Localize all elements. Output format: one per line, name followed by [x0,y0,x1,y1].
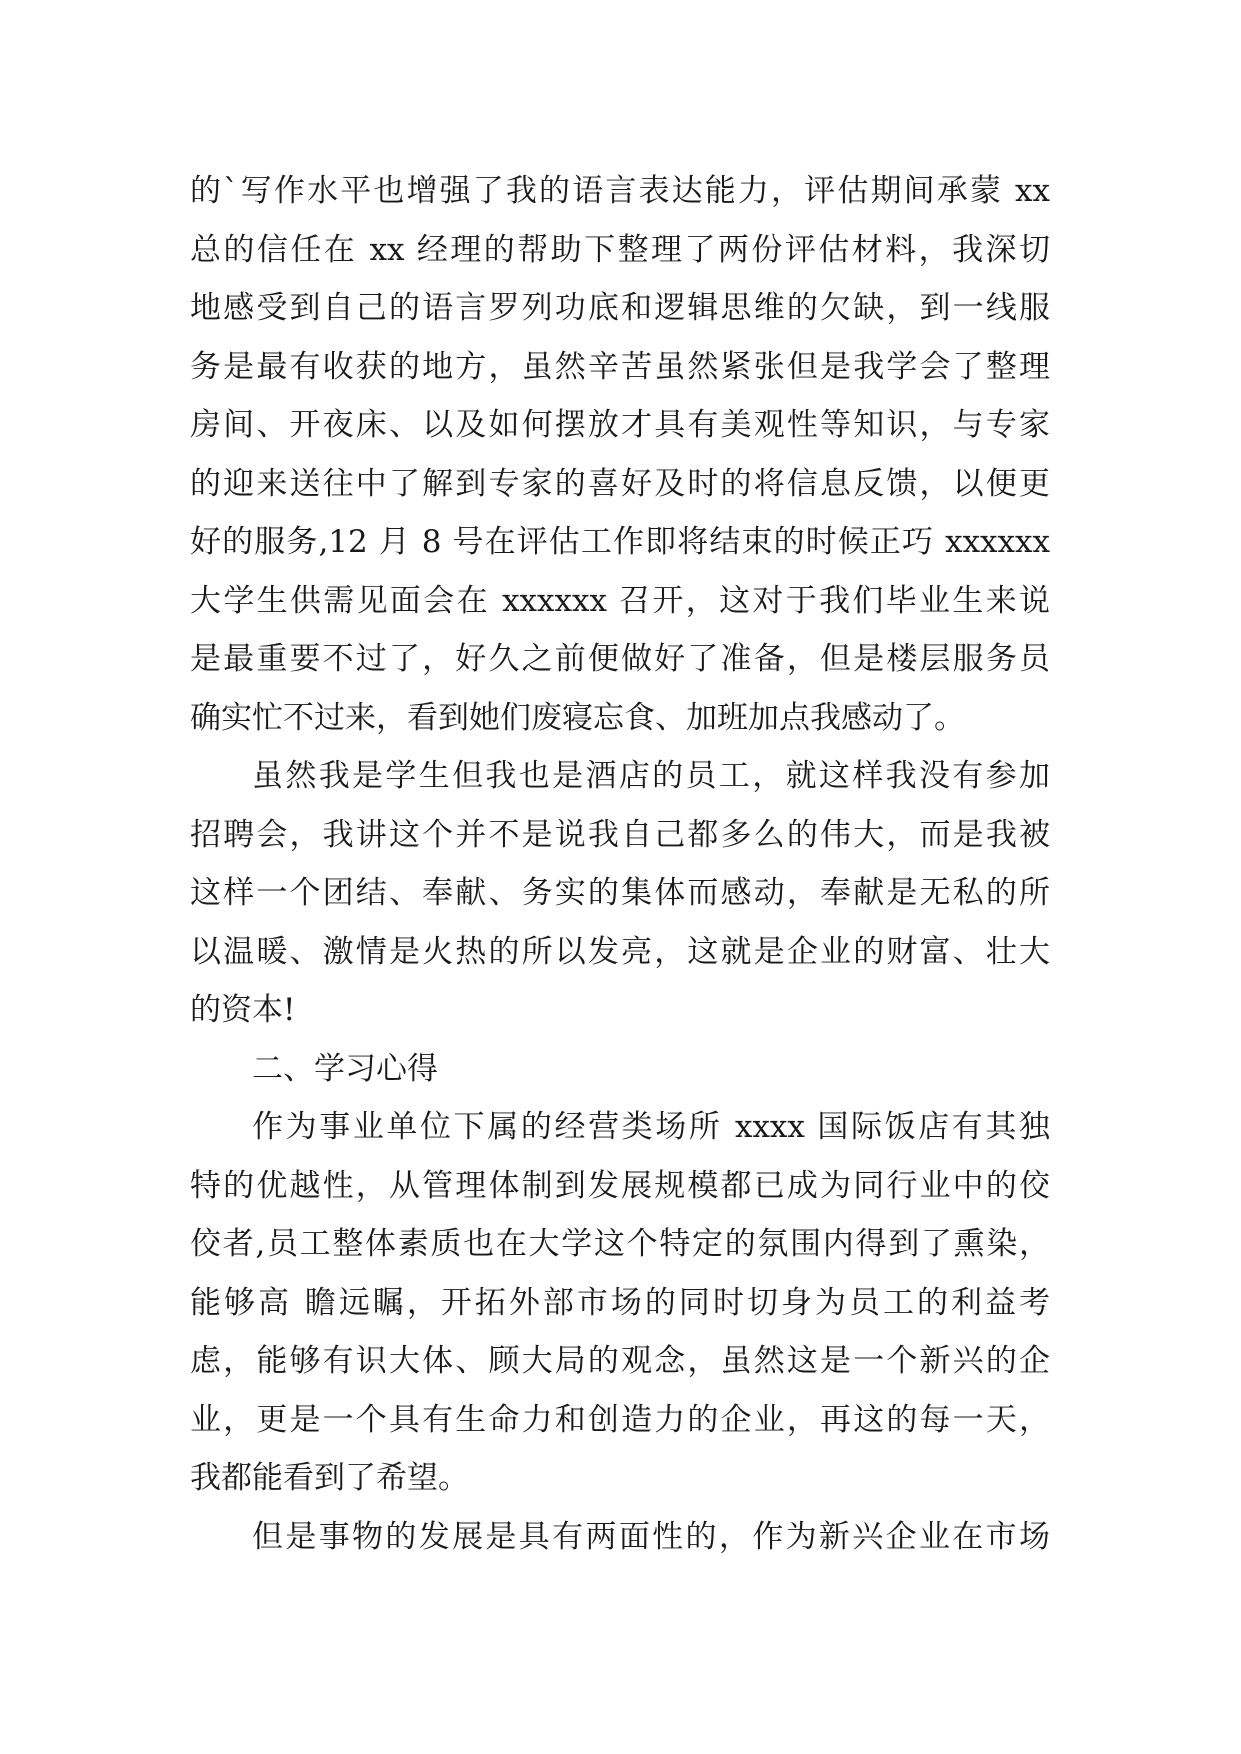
text-line: 虑，能够有识大体、顾大局的观念，虽然这是一个新兴的企 [190,1343,1050,1379]
text-line: 业，更是一个具有生命力和创造力的企业，再这的每一天， [190,1401,1050,1438]
text-line: 佼者,员工整体素质也在大学这个特定的氛围内得到了熏染， [190,1226,1050,1262]
text-line: 地感受到自己的语言罗列功底和逻辑思维的欠缺，到一线服 [190,290,1050,326]
text-line: 的`写作水平也增强了我的语言表达能力，评估期间承蒙 xx [190,173,1050,209]
text-line: 大学生供需见面会在 xxxxxx 召开，这对于我们毕业生来说 [190,582,1050,619]
text-line: 我都能看到了希望。 [190,1460,469,1496]
text-line: 招聘会，我讲这个并不是说我自己都多么的伟大，而是我被 [190,816,1050,853]
text-line: 这样一个团结、奉献、务实的集体而感动，奉献是无私的所 [190,875,1050,911]
text-line: 二、学习心得 [252,1050,438,1087]
text-line: 特的优越性，从管理体制到发展规模都已成为同行业中的佼 [190,1167,1050,1204]
text-line: 好的服务,12 月 8 号在评估工作即将结束的时候正巧 xxxxxx [190,524,1050,560]
text-line: 的资本! [190,992,296,1028]
text-line: 能够高 瞻远瞩，开拓外部市场的同时切身为员工的利益考 [190,1284,1050,1321]
text-line: 以温暖、激情是火热的所以发亮，这就是企业的财富、壮大 [190,933,1050,970]
text-line: 但是事物的发展是具有两面性的，作为新兴企业在市场 [252,1518,1050,1555]
text-line: 虽然我是学生但我也是酒店的员工，就这样我没有参加 [252,758,1050,794]
text-line: 务是最有收获的地方，虽然辛苦虽然紧张但是我学会了整理 [190,348,1050,385]
text-line: 是最重要不过了，好久之前便做好了准备，但是楼层服务员 [190,641,1050,677]
text-line: 确实忙不过来，看到她们废寝忘食、加班加点我感动了。 [190,699,965,736]
text-line: 房间、开夜床、以及如何摆放才具有美观性等知识，与专家 [190,407,1050,443]
text-line: 的迎来送往中了解到专家的喜好及时的将信息反馈，以便更 [190,465,1050,502]
text-line: 作为事业单位下属的经营类场所 xxxx 国际饭店有其独 [252,1109,1050,1145]
body-text [190,162,1050,1566]
text-line: 总的信任在 xx 经理的帮助下整理了两份评估材料，我深切 [190,231,1050,268]
